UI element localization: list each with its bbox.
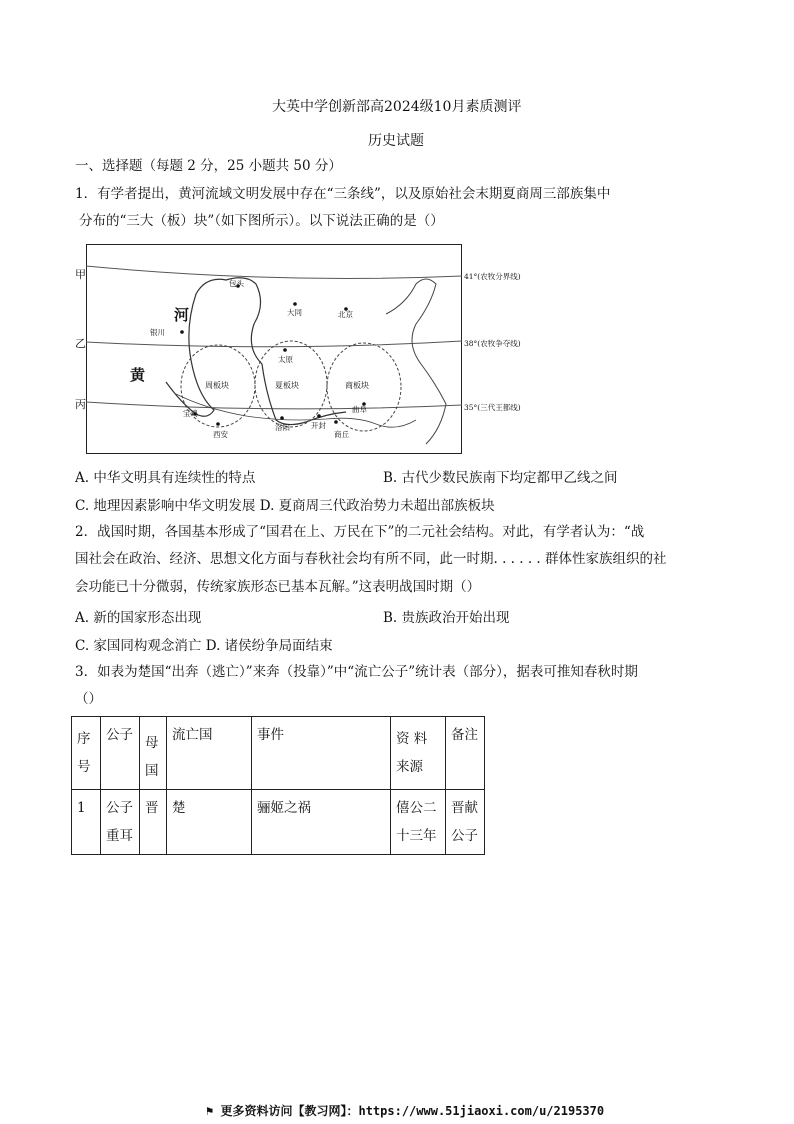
q1-option-b[interactable]: B. 古代少数民族南下均定都甲乙线之间 xyxy=(383,470,618,486)
line-note-38: 38°(农牧争夺线) xyxy=(464,339,521,348)
footer-link[interactable] xyxy=(206,1102,604,1119)
block-label-shang: 商板块 xyxy=(345,381,369,390)
cell-remark: 晋献 公子 xyxy=(446,790,485,855)
q2-option-a[interactable]: A. 新的国家形态出现 xyxy=(75,610,202,626)
line-label-jia: 甲 xyxy=(75,268,86,281)
line-note-35: 35°(三代王都线) xyxy=(464,403,521,412)
city-yinchuan: 银川 xyxy=(150,328,165,337)
q1-map-figure xyxy=(86,244,462,454)
flag-icon: ⚑ xyxy=(206,1104,214,1118)
city-qufu: 曲阜 xyxy=(352,405,367,414)
cell-event: 骊姬之祸 xyxy=(252,790,391,855)
q2-line3: 会功能已十分微弱，传统家族形态已基本瓦解。”这表明战国时期（） xyxy=(75,579,481,595)
q1-stem-line2: 分布的“三大（板）块”（如下图所示）。以下说法正确的是（） xyxy=(79,213,444,229)
block-label-xia: 夏板块 xyxy=(275,381,299,390)
table-header-row xyxy=(72,717,485,790)
exam-title: 大英中学创新部高2024级10月素质测评 xyxy=(272,99,522,115)
line-label-yi: 乙 xyxy=(75,337,86,350)
footer-text[interactable]: 更多资料访问【教习网】：https://www.51jiaoxi.com/u/2195370 xyxy=(220,1104,605,1118)
header-cell-mother-state: 母 国 xyxy=(140,717,167,790)
header-cell-prince: 公子 xyxy=(101,717,140,790)
table-row xyxy=(72,790,485,855)
header-cell-event: 事件 xyxy=(252,717,391,790)
q2-option-cd[interactable]: C. 家国同构观念消亡 D. 诸侯纷争局面结束 xyxy=(75,638,333,654)
city-baoji: 宝鸡 xyxy=(183,409,198,418)
city-xian: 西安 xyxy=(213,430,228,439)
q2-line1: 2．战国时期，各国基本形成了“国君在上、万民在下”的二元社会结构。对此，有学者认为：“战 xyxy=(75,524,645,540)
line-label-bing: 丙 xyxy=(75,398,86,411)
q1-option-a[interactable]: A. 中华文明具有连续性的特点 xyxy=(75,470,256,486)
cell-source: 僖公二 十三年 xyxy=(391,790,446,855)
river-char-huang: 黄 xyxy=(130,366,146,384)
q1-stem-line1: 1．有学者提出，黄河流域文明发展中存在“三条线”，以及原始社会末期夏商周三部族集中 xyxy=(75,186,611,202)
cell-prince: 公子 重耳 xyxy=(101,790,140,855)
cell-mother-state: 晋 xyxy=(140,790,167,855)
city-luoyang: 洛阳 xyxy=(275,423,290,432)
header-cell-source: 资 料 来源 xyxy=(391,717,446,790)
exam-subtitle: 历史试题 xyxy=(368,133,424,149)
cell-index: 1 xyxy=(72,790,101,855)
header-cell-index: 序 号 xyxy=(72,717,101,790)
city-shangqiu: 商丘 xyxy=(334,430,349,439)
q3-table xyxy=(71,716,485,855)
header-cell-exile-state: 流亡国 xyxy=(167,717,252,790)
header-cell-remark: 备注 xyxy=(446,717,485,790)
line-note-41: 41°(农牧分界线) xyxy=(464,272,521,281)
q3-line2: （） xyxy=(75,691,102,707)
q2-line2: 国社会在政治、经济、思想文化方面与春秋社会均有所不同，此一时期. . . . . . 群体性家族组织的社 xyxy=(75,551,667,567)
city-taiyuan: 太原 xyxy=(278,355,293,364)
section-heading: 一、选择题（每题 2 分，25 小题共 50 分） xyxy=(75,158,342,174)
city-baotou: 包头 xyxy=(229,279,244,288)
q1-option-cd[interactable]: C. 地理因素影响中华文明发展 D. 夏商周三代政治势力未超出部族板块 xyxy=(75,498,495,514)
river-char-he: 河 xyxy=(174,306,190,324)
q2-option-b[interactable]: B. 贵族政治开始出现 xyxy=(383,610,510,626)
q3-line1: 3．如表为楚国“出奔（逃亡）”来奔（投靠）”中“流亡公子”统计表（部分），据表可推知春秋时期 xyxy=(75,664,638,680)
city-datong: 大同 xyxy=(287,308,302,317)
block-label-zhou: 周板块 xyxy=(205,381,229,390)
cell-exile-state: 楚 xyxy=(167,790,252,855)
city-kaifeng: 开封 xyxy=(311,421,326,430)
city-beijing: 北京 xyxy=(338,310,353,319)
